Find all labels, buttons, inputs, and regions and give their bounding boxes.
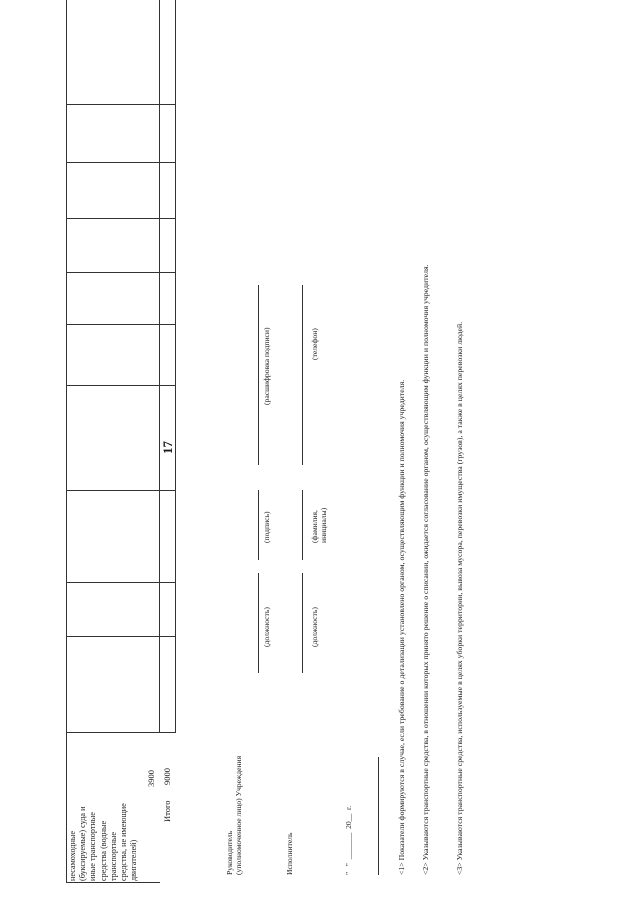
executor-name-line bbox=[302, 490, 303, 560]
table-col-divider bbox=[66, 582, 176, 583]
head-position-line bbox=[258, 573, 259, 673]
table-col-divider bbox=[66, 104, 176, 105]
table-border-left bbox=[66, 882, 160, 883]
table-row-label: несамоходные (буксируемые) суда и иные транспортные средства (водные транспортные средства, не имеющие двигателей) bbox=[68, 803, 139, 881]
head-label: Руководитель (уполномоченное лицо) Учреждения bbox=[225, 755, 244, 875]
total-value: 9000 bbox=[162, 768, 172, 785]
executor-label: Исполнитель bbox=[285, 832, 294, 875]
table-col-divider bbox=[66, 218, 176, 219]
date-line: " " _______ 20__ г. bbox=[344, 805, 353, 875]
table-row-value: 3900 bbox=[146, 770, 156, 787]
executor-position-caption: (должность) bbox=[310, 607, 319, 647]
executor-name-caption: (фамилия, инициалы) bbox=[310, 507, 329, 543]
head-decoding-line bbox=[258, 285, 259, 465]
footnote-3: <3> Указываются транспортные средства, используемые в целях уборки территории, вывоза мусора, перевозки имущества (грузов), а также в целях перевозки людей. bbox=[455, 321, 464, 875]
executor-phone-caption: (телефон) bbox=[310, 328, 319, 360]
table-col-divider bbox=[66, 636, 176, 637]
head-decoding-caption: (расшифровка подписи) bbox=[262, 327, 271, 405]
footnote-separator bbox=[378, 757, 379, 875]
table-col-divider bbox=[66, 732, 176, 733]
footnote-2: <2> Указываются транспортные средства, в отношении которых принято решение о списании, ожидается согласование органом, осуществляющим функции и полномочия учредителя. bbox=[421, 264, 430, 875]
footnote-1: <1> Показатели формируются в случае, если требование о детализации установлено органом, осуществляющим функции и полномочия учредителя. bbox=[397, 379, 406, 875]
table-col-divider bbox=[66, 162, 176, 163]
head-signature-caption: (подпись) bbox=[262, 511, 271, 543]
table-border-bottom bbox=[175, 0, 176, 733]
table-col-divider bbox=[66, 272, 176, 273]
page-number: 17 bbox=[160, 441, 175, 454]
executor-phone-line bbox=[302, 285, 303, 465]
table-col-divider bbox=[66, 324, 176, 325]
table-col-divider bbox=[66, 490, 176, 491]
head-signature-line bbox=[258, 490, 259, 560]
total-label: Итого bbox=[162, 800, 172, 822]
table-col-divider bbox=[66, 385, 176, 386]
table-border-top bbox=[66, 0, 67, 883]
table-row-divider bbox=[159, 0, 160, 733]
head-position-caption: (должность) bbox=[262, 607, 271, 647]
executor-position-line bbox=[302, 573, 303, 673]
